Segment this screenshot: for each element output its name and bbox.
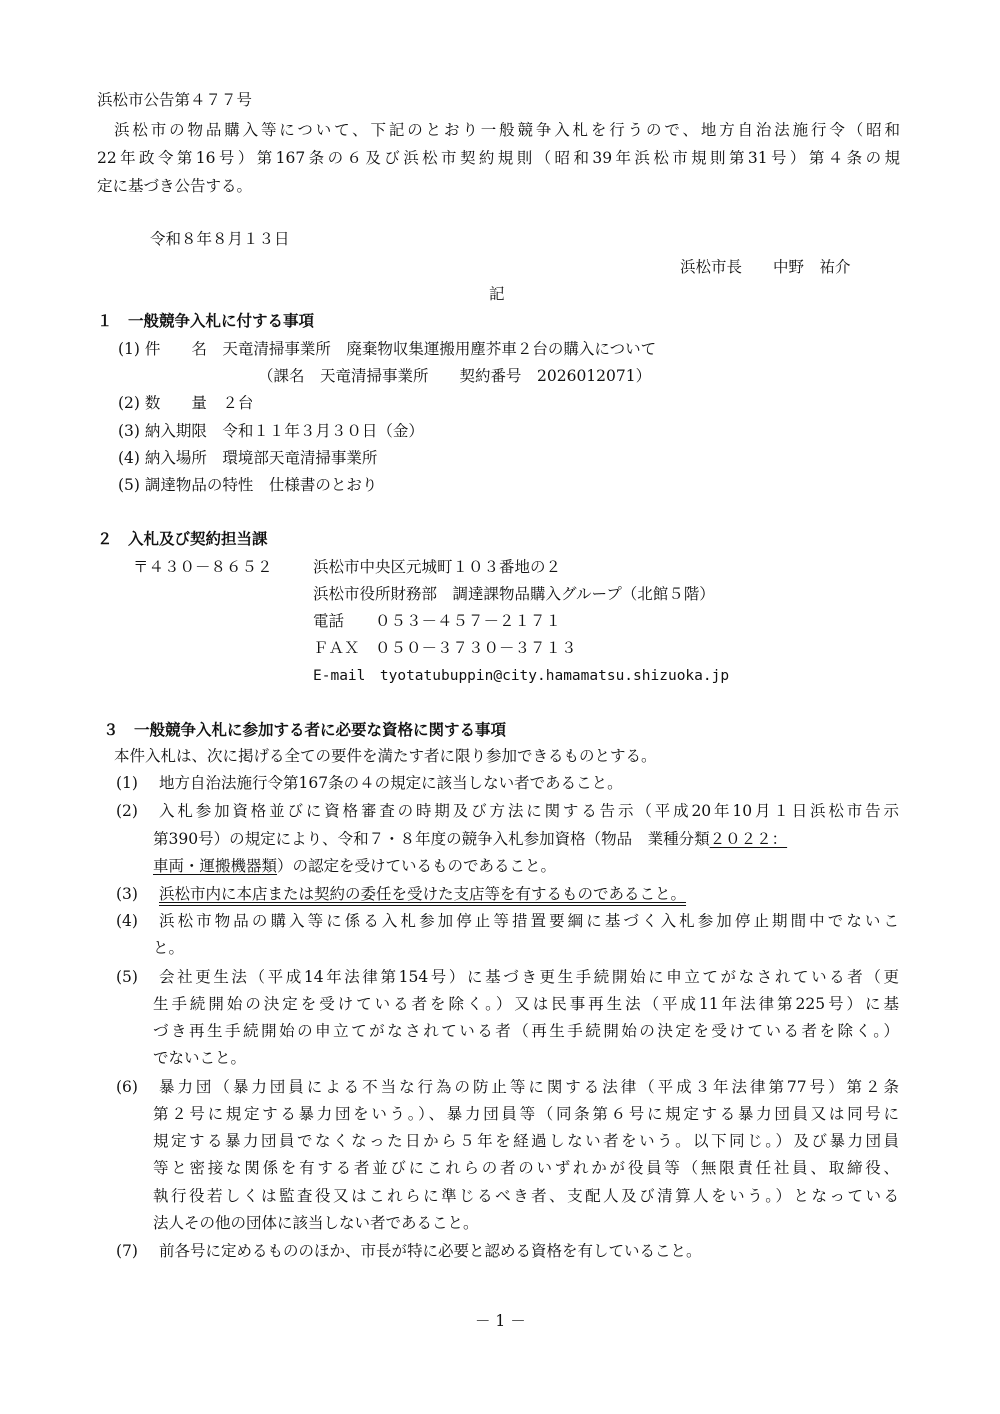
- s1-item1: (1) 件 名 天竜清掃事業所 廃棄物収集運搬用塵芥車２台の購入について: [118, 340, 657, 358]
- req5-line1: 会社更生法（平成14年法律第154号）に基づき更生手続開始に申立てがなされている者（更: [159, 968, 899, 986]
- req2-line2: 第390号）の規定により、令和７・８年度の競争入札参加資格（物品 業種分類２０２２：: [153, 830, 788, 848]
- fax: ＦＡＸ ０５０－３７３０－３７１３: [313, 639, 577, 657]
- section2-heading: ２ 入札及び契約担当課: [97, 530, 268, 548]
- req7-text: 前各号に定めるもののほか、市長が特に必要と認める資格を有していること。: [159, 1242, 702, 1260]
- req6-line4: 等と密接な関係を有する者並びにこれらの者のいずれかが役員等（無限責任社員、取締役、: [153, 1159, 899, 1177]
- intro-line-1: 浜松市の物品購入等について、下記のとおり一般競争入札を行うので、地方自治法施行令（昭和: [114, 121, 900, 139]
- page-number: － 1 －: [475, 1312, 526, 1330]
- department: 浜松市役所財務部 調達課物品購入グループ（北館５階）: [313, 585, 715, 603]
- postal-code: 〒４３０－８６５２: [133, 558, 273, 576]
- s1-item1-sub: （課名 天竜清掃事業所 契約番号 2026012071）: [258, 367, 652, 385]
- req6-line5: 執行役若しくは監査役又はこれらに準じるべき者、支配人及び清算人をいう。）となっている: [153, 1187, 899, 1205]
- telephone: 電話 ０５３－４５７－２１７１: [313, 612, 562, 630]
- req4-number: (4): [116, 912, 138, 930]
- req5-line3: づき再生手続開始の申立てがなされている者（再生手続開始の決定を受けている者を除く。）: [153, 1022, 899, 1040]
- email: E-mail tyotatubuppin@city.hamamatsu.shizuoka.jp: [313, 668, 730, 684]
- req3-text: 浜松市内に本店または契約の委任を受けた支店等を有するものであること。: [159, 885, 687, 903]
- s1-item3: (3) 納入期限 令和１１年３月３０日（金）: [118, 422, 424, 440]
- address: 浜松市中央区元城町１０３番地の２: [313, 558, 562, 576]
- req2-number: (2): [116, 802, 138, 820]
- ki-label: 記: [489, 285, 505, 303]
- req3-number: (3): [116, 885, 138, 903]
- req4-line1: 浜松市物品の購入等に係る入札参加停止等措置要綱に基づく入札参加停止期間中でないこ: [159, 912, 899, 930]
- s1-item5: (5) 調達物品の特性 仕様書のとおり: [118, 476, 378, 494]
- section1-heading: １ 一般競争入札に付する事項: [97, 312, 315, 330]
- req7-number: (7): [116, 1242, 138, 1260]
- req6-line6: 法人その他の団体に該当しない者であること。: [153, 1214, 479, 1232]
- notice-date: 令和８年８月１３日: [150, 230, 290, 248]
- req5-line2: 生手続開始の決定を受けている者を除く。）又は民事再生法（平成11年法律第225号）に基: [153, 995, 899, 1013]
- req5-number: (5): [116, 968, 138, 986]
- signer: 浜松市長 中野 祐介: [680, 258, 851, 276]
- req6-line2: 第２号に規定する暴力団をいう。）、暴力団員等（同条第６号に規定する暴力団員又は同号に: [153, 1105, 899, 1123]
- intro-line-3: 定に基づき公告する。: [97, 177, 253, 195]
- category-code: ２０２２：: [709, 830, 788, 848]
- req5-line4: でないこと。: [153, 1049, 247, 1067]
- req4-line2: と。: [153, 939, 185, 957]
- s3-intro: 本件入札は、次に掲げる全ての要件を満たす者に限り参加できるものとする。: [114, 747, 657, 765]
- req6-number: (6): [116, 1078, 138, 1096]
- req6-line1: 暴力団（暴力団員による不当な行為の防止等に関する法律（平成３年法律第77号）第２条: [159, 1078, 899, 1096]
- req6-line3: 規定する暴力団員でなくなった日から５年を経過しない者をいう。以下同じ。）及び暴力団員: [153, 1132, 899, 1150]
- req2-line1: 入札参加資格並びに資格審査の時期及び方法に関する告示（平成20年10月１日浜松市告示: [159, 802, 899, 820]
- s1-item4: (4) 納入場所 環境部天竜清掃事業所: [118, 449, 378, 467]
- req1-text: 地方自治法施行令第167条の４の規定に該当しない者であること。: [159, 774, 623, 792]
- notice-number: 浜松市公告第４７７号: [97, 91, 253, 109]
- section3-heading: ３ 一般競争入札に参加する者に必要な資格に関する事項: [103, 721, 507, 739]
- s1-item2: (2) 数 量 ２台: [118, 394, 254, 412]
- category-name: 車両・運搬機器類: [153, 857, 278, 875]
- req2-line3: 車両・運搬機器類）の認定を受けているものであること。: [153, 857, 557, 875]
- req1-number: (1): [116, 774, 138, 792]
- intro-line-2: 22年政令第16号）第167条の６及び浜松市契約規則（昭和39年浜松市規則第31号）第４条の規: [97, 149, 900, 167]
